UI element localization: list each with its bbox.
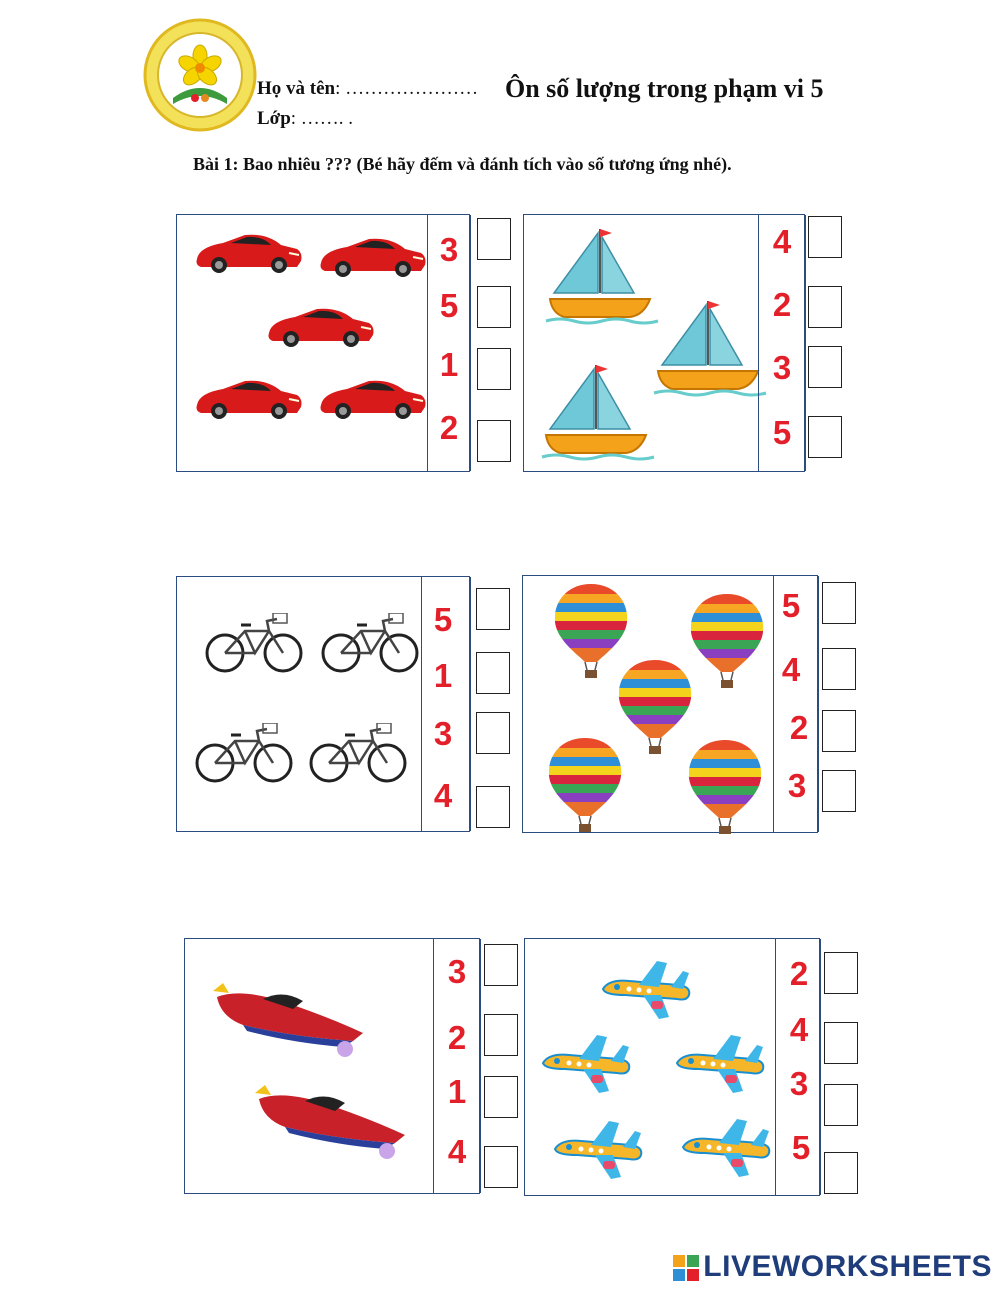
liveworksheets-logo bbox=[673, 1250, 992, 1284]
answer-checkbox[interactable] bbox=[808, 216, 842, 258]
option-number: 3 bbox=[787, 767, 807, 804]
option-number: 2 bbox=[772, 286, 792, 323]
sailboat-image bbox=[648, 295, 768, 399]
brand-text: LIVEWORKSHEETS bbox=[703, 1250, 992, 1283]
answer-checkbox[interactable] bbox=[822, 648, 856, 690]
airplane-image bbox=[673, 1033, 769, 1097]
name-blank[interactable]: : ………………… bbox=[335, 78, 479, 99]
option-number: 4 bbox=[781, 651, 801, 688]
option-number: 2 bbox=[789, 709, 809, 746]
car-image bbox=[193, 375, 303, 421]
airplane-image bbox=[599, 959, 695, 1023]
answer-checkbox[interactable] bbox=[808, 286, 842, 328]
answer-checkbox[interactable] bbox=[476, 712, 510, 754]
answer-checkbox[interactable] bbox=[484, 1014, 518, 1056]
answer-checkbox[interactable] bbox=[484, 1146, 518, 1188]
sailboat-image bbox=[536, 359, 656, 463]
school-logo bbox=[143, 18, 257, 132]
airplane-image bbox=[539, 1033, 635, 1097]
option-number: 3 bbox=[789, 1065, 809, 1102]
option-number: 2 bbox=[447, 1019, 467, 1056]
option-number: 5 bbox=[781, 587, 801, 624]
class-line bbox=[257, 108, 353, 130]
answer-checkbox[interactable] bbox=[476, 588, 510, 630]
bicycle-image bbox=[309, 723, 409, 787]
option-number: 3 bbox=[433, 715, 453, 752]
answer-checkbox[interactable] bbox=[808, 346, 842, 388]
option-number: 1 bbox=[433, 657, 453, 694]
balloon-image bbox=[549, 738, 623, 832]
answer-checkbox[interactable] bbox=[477, 348, 511, 390]
answer-checkbox[interactable] bbox=[808, 416, 842, 458]
bicycle-image bbox=[205, 613, 305, 677]
car-image bbox=[193, 229, 303, 275]
answer-checkbox[interactable] bbox=[824, 1084, 858, 1126]
speedboat-image bbox=[255, 1079, 411, 1161]
airplane-image bbox=[679, 1117, 775, 1181]
task-instruction: Bài 1: Bao nhiêu ??? (Bé hãy đếm và đánh tích vào số tương ứng nhé). bbox=[193, 154, 732, 174]
answer-checkbox[interactable] bbox=[822, 710, 856, 752]
option-number: 2 bbox=[439, 409, 459, 446]
worksheet-title: Ôn số lượng trong phạm vi 5 bbox=[505, 74, 824, 103]
option-number: 5 bbox=[433, 601, 453, 638]
option-number: 5 bbox=[772, 414, 792, 451]
answer-checkbox[interactable] bbox=[477, 218, 511, 260]
balloon-image bbox=[619, 660, 693, 754]
airplane-image bbox=[551, 1119, 647, 1183]
option-number: 4 bbox=[433, 777, 453, 814]
answer-checkbox[interactable] bbox=[476, 786, 510, 828]
answer-checkbox[interactable] bbox=[822, 770, 856, 812]
speedboat-image bbox=[213, 977, 369, 1059]
class-blank[interactable]: : ……. . bbox=[290, 108, 354, 129]
sailboat-image bbox=[540, 223, 660, 327]
answer-checkbox[interactable] bbox=[477, 420, 511, 462]
answer-checkbox[interactable] bbox=[824, 1152, 858, 1194]
bicycle-image bbox=[321, 613, 421, 677]
answer-checkbox[interactable] bbox=[824, 952, 858, 994]
option-number: 5 bbox=[791, 1129, 811, 1166]
option-number: 4 bbox=[772, 223, 792, 260]
car-image bbox=[317, 233, 427, 279]
option-number: 4 bbox=[447, 1133, 467, 1170]
answer-checkbox[interactable] bbox=[477, 286, 511, 328]
option-number: 1 bbox=[439, 346, 459, 383]
panel-speedboats bbox=[184, 938, 480, 1194]
bicycle-image bbox=[195, 723, 295, 787]
balloon-image bbox=[691, 594, 765, 688]
liveworksheets-icon bbox=[673, 1255, 699, 1281]
answer-checkbox[interactable] bbox=[824, 1022, 858, 1064]
panel-cars bbox=[176, 214, 470, 472]
name-line bbox=[257, 78, 478, 100]
answer-checkbox[interactable] bbox=[484, 944, 518, 986]
option-number: 2 bbox=[789, 955, 809, 992]
balloon-image bbox=[555, 584, 629, 678]
car-image bbox=[265, 303, 375, 349]
answer-checkbox[interactable] bbox=[476, 652, 510, 694]
answer-checkbox[interactable] bbox=[484, 1076, 518, 1118]
option-number: 1 bbox=[447, 1073, 467, 1110]
option-number: 3 bbox=[447, 953, 467, 990]
car-image bbox=[317, 375, 427, 421]
class-label: Lớp bbox=[257, 108, 291, 129]
option-number: 4 bbox=[789, 1011, 809, 1048]
option-number: 3 bbox=[439, 231, 459, 268]
panel-airplanes bbox=[524, 938, 820, 1196]
name-label: Họ và tên bbox=[257, 78, 336, 99]
option-number: 5 bbox=[439, 287, 459, 324]
answer-checkbox[interactable] bbox=[822, 582, 856, 624]
balloon-image bbox=[689, 740, 763, 834]
option-number: 3 bbox=[772, 349, 792, 386]
